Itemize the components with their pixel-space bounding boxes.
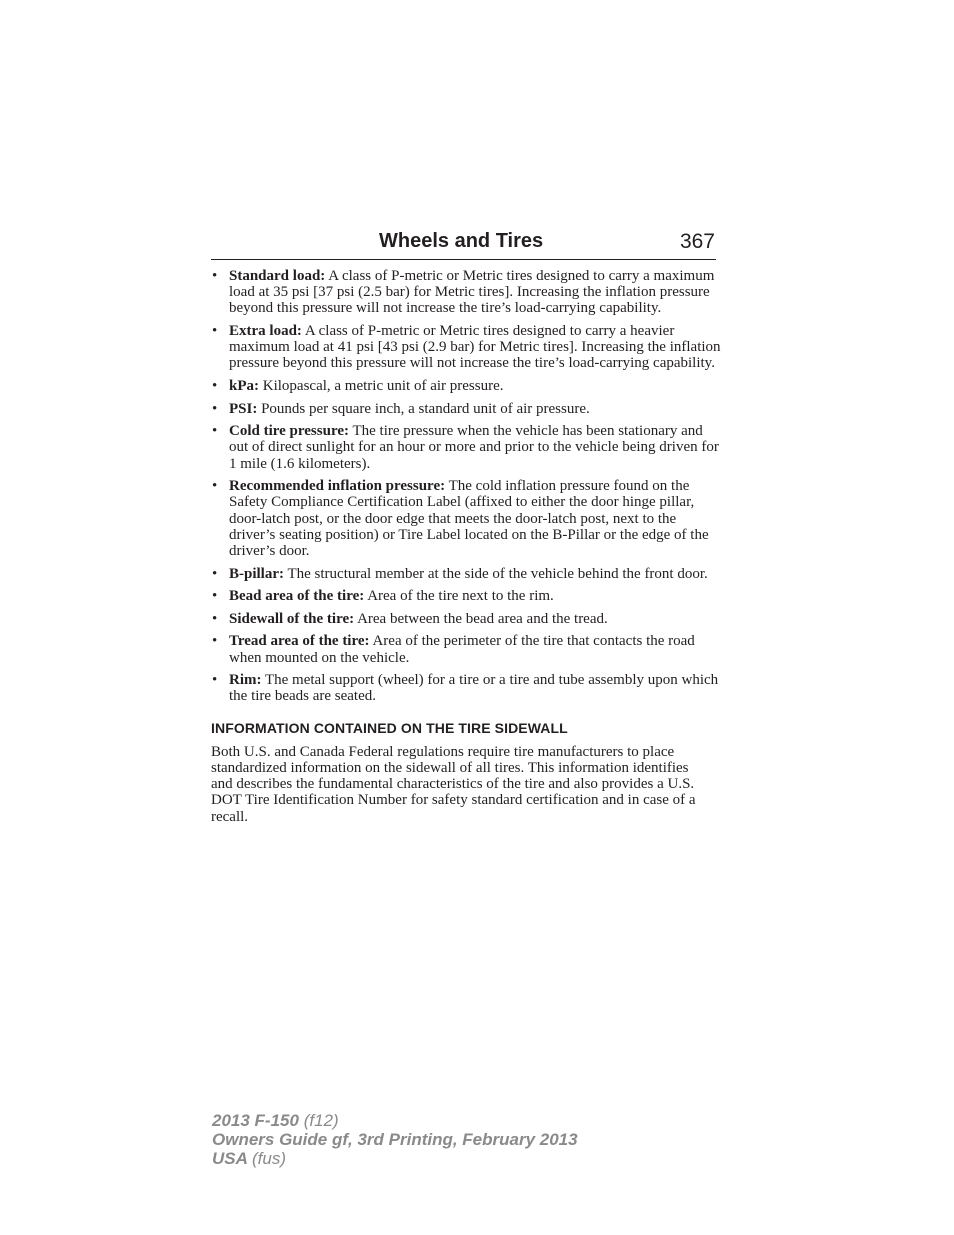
page-header xyxy=(211,228,716,260)
footer-model-code: (f12) xyxy=(303,1111,339,1130)
list-item xyxy=(211,478,721,559)
definition-term: Extra load: xyxy=(229,323,302,339)
list-item xyxy=(211,423,721,472)
footer-region-code: (fus) xyxy=(252,1149,286,1168)
definition-term: Standard load: xyxy=(229,268,326,284)
bullet-icon: • xyxy=(212,423,218,440)
definition-term: Bead area of the tire: xyxy=(229,588,365,605)
bullet-icon: • xyxy=(212,478,218,495)
bullet-icon: • xyxy=(212,400,218,417)
page-title: Wheels and Tires xyxy=(379,230,544,252)
definition-term: Recommended inflation pressure: xyxy=(229,478,446,495)
bullet-icon: • xyxy=(212,633,218,650)
bullet-icon: • xyxy=(212,323,218,339)
footer-model: 2013 F-150 xyxy=(212,1111,299,1130)
definition-term: kPa: xyxy=(229,378,259,394)
definition-text: A class of P-metric or Metric tires designed to carry a maximum load at 35 psi [37 psi (2.5 bar) for Metric tires]. Increasing the inflation pressure beyond this pressure will not increase the tire’s load-carrying capability. xyxy=(229,268,715,317)
list-item xyxy=(211,378,721,394)
definition-text: Kilopascal, a metric unit of air pressure. xyxy=(262,378,504,394)
definition-text: The tire pressure when the vehicle has been stationary and out of direct sunlight for an hour or more and prior to the vehicle being driven for 1 mile (1.6 kilometers). xyxy=(229,423,719,472)
definition-term: Cold tire pressure: xyxy=(229,423,349,440)
bullet-icon: • xyxy=(212,378,218,394)
list-item xyxy=(211,566,721,582)
list-item xyxy=(211,268,721,317)
list-item xyxy=(211,611,721,627)
definition-term: Sidewall of the tire: xyxy=(229,610,355,627)
definition-text: Area of the tire next to the rim. xyxy=(367,588,554,605)
section-heading: INFORMATION CONTAINED ON THE TIRE SIDEWALL xyxy=(211,719,568,736)
section-paragraph: Both U.S. and Canada Federal regulations require tire manufacturers to place standardized information on the sidewall of all tires. This information identifies and describes the fundamental characteristics of the tire and also provides a U.S. DOT Tire Identification Number for safety standard certification and in case of a recall. xyxy=(211,743,696,825)
list-item xyxy=(211,401,721,417)
list-item xyxy=(211,323,721,372)
definition-text: The structural member at the side of the vehicle behind the front door. xyxy=(287,565,708,582)
footer-line-region xyxy=(212,1149,578,1168)
definition-term: PSI: xyxy=(229,400,258,417)
footer-region: USA xyxy=(212,1149,248,1168)
bullet-icon: • xyxy=(212,610,218,627)
bullet-icon: • xyxy=(212,268,218,284)
definition-text: Area between the bead area and the tread. xyxy=(357,610,608,627)
page-number: 367 xyxy=(679,230,715,253)
footer-line-guide: Owners Guide gf, 3rd Printing, February 2013 xyxy=(212,1130,578,1149)
list-item xyxy=(211,672,721,704)
definition-text: Pounds per square inch, a standard unit of air pressure. xyxy=(261,400,590,417)
definition-text: A class of P-metric or Metric tires designed to carry a heavier maximum load at 41 psi [43 psi (2.9 bar) for Metric tires]. Increasing the inflation pressure beyond this pressure will not increase the tire’s load-carrying capability. xyxy=(229,323,721,372)
definition-text: The cold inflation pressure found on the Safety Compliance Certification Label (affixed to either the door hinge pillar, door-latch post, or the door edge that meets the door-latch post, next to the driver’s seating position) or Tire Label located on the B-Pillar or the edge of the driver’s door. xyxy=(229,478,709,559)
footer-line-model xyxy=(212,1111,578,1130)
definition-term: Tread area of the tire: xyxy=(229,633,370,650)
definition-term: B-pillar: xyxy=(229,565,284,582)
definition-text: The metal support (wheel) for a tire or a tire and tube assembly upon which the tire beads are seated. xyxy=(229,672,719,705)
definition-text: Area of the perimeter of the tire that contacts the road when mounted on the vehicle. xyxy=(229,633,695,666)
list-item xyxy=(211,633,721,665)
definition-term: Rim: xyxy=(229,672,262,689)
bullet-icon: • xyxy=(212,588,218,605)
bullet-icon: • xyxy=(212,565,218,582)
bullet-icon: • xyxy=(212,672,218,689)
page-content xyxy=(211,268,721,825)
page-footer xyxy=(212,1111,578,1168)
list-item xyxy=(211,588,721,604)
definitions-list xyxy=(211,268,721,705)
